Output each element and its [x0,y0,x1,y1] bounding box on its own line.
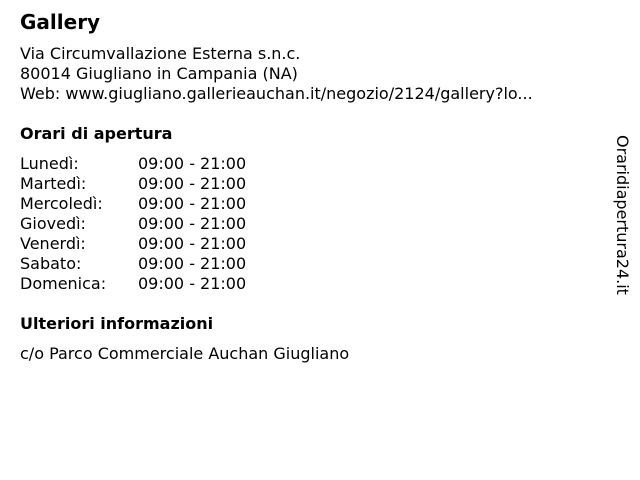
additional-info-heading: Ulteriori informazioni [20,314,214,333]
opening-hours-heading: Orari di apertura [20,124,173,143]
website-link[interactable]: Web: www.giugliano.gallerieauchan.it/negozio/2124/gallery?lo... [20,84,533,103]
hours-time: 09:00 - 21:00 [138,254,247,273]
hours-row-thursday [20,214,280,234]
hours-time: 09:00 - 21:00 [138,194,247,213]
opening-hours-table [20,154,280,294]
hours-row-sunday [20,274,280,294]
hours-time: 09:00 - 21:00 [138,234,247,253]
hours-day: Domenica: [20,274,107,293]
additional-info-text: c/o Parco Commerciale Auchan Giugliano [20,344,350,363]
hours-day: Giovedì: [20,214,86,233]
page-title: Gallery [20,10,101,34]
hours-time: 09:00 - 21:00 [138,174,247,193]
hours-day: Martedì: [20,174,87,193]
hours-day: Mercoledì: [20,194,103,213]
hours-time: 09:00 - 21:00 [138,274,247,293]
hours-row-friday [20,234,280,254]
hours-row-saturday [20,254,280,274]
hours-day: Venerdì: [20,234,86,253]
address-line-street: Via Circumvallazione Esterna s.n.c. [20,44,301,63]
site-watermark [612,135,636,310]
hours-day: Lunedì: [20,154,79,173]
store-address [20,44,533,104]
address-line-city: 80014 Giugliano in Campania (NA) [20,64,298,83]
watermark-text: Oraridiapertura24.it [613,135,632,295]
hours-time: 09:00 - 21:00 [138,154,247,173]
hours-day: Sabato: [20,254,82,273]
hours-time: 09:00 - 21:00 [138,214,247,233]
hours-row-monday [20,154,280,174]
hours-row-wednesday [20,194,280,214]
hours-row-tuesday [20,174,280,194]
